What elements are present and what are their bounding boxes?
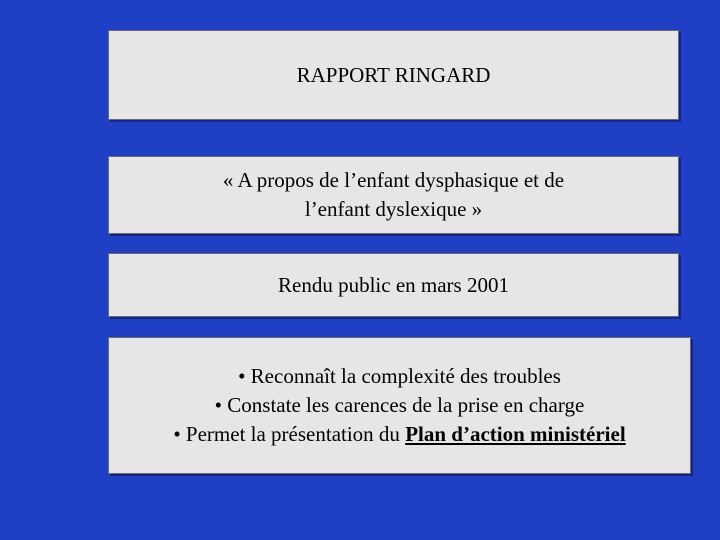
bullet-item-3-prefix: • Permet la présentation du: [173, 422, 406, 446]
subtitle-line-2: l’enfant dyslexique »: [304, 197, 483, 221]
bullet-item-3: [173, 420, 625, 449]
bullet-item-2: • Constate les carences de la prise en charge: [214, 393, 585, 417]
bullets-box: [108, 337, 691, 474]
bullet-item-1: • Reconnaît la complexité des troubles: [238, 364, 561, 388]
plan-action-emphasis: Plan d’action ministériel: [405, 422, 626, 446]
slide-title: RAPPORT RINGARD: [296, 62, 491, 87]
subtitle-line-1: « A propos de l’enfant dysphasique et de: [222, 168, 565, 192]
subtitle-box: [108, 156, 679, 234]
date-box: [108, 253, 679, 317]
title-box: [108, 30, 679, 120]
date-text: Rendu public en mars 2001: [278, 272, 509, 297]
